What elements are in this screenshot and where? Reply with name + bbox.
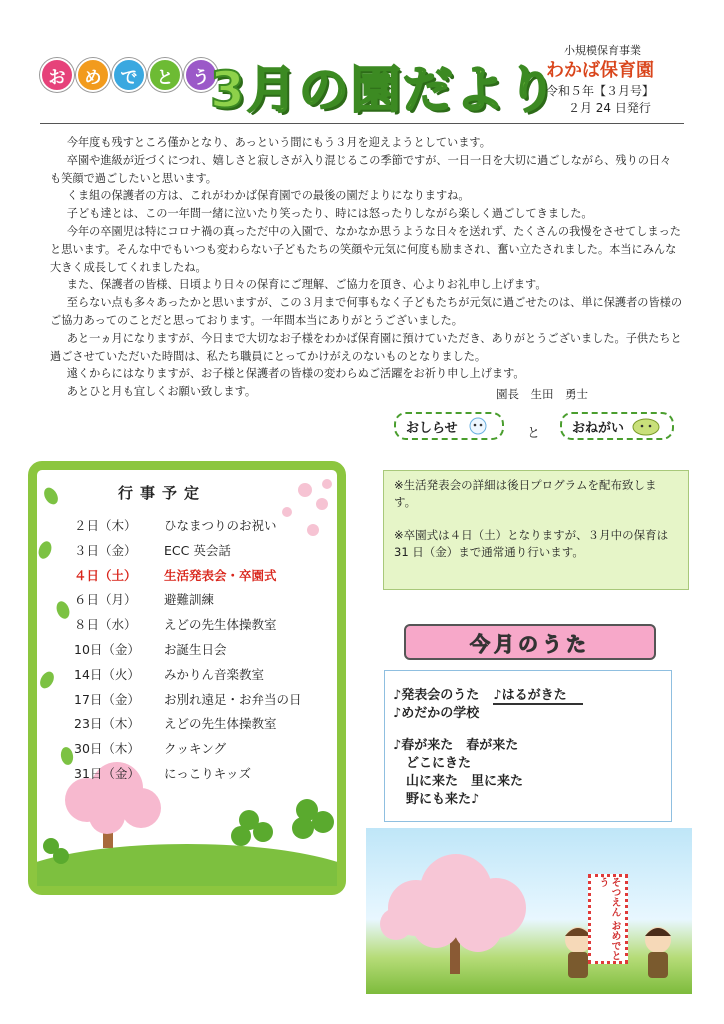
letter-paragraph: 至らない点も多々あったかと思いますが、この３月まで何事もなく子どもたちが元気に過ごせたのは、単に保護者の皆様のご協力あってのことだと思っております。一年間本当にありがとうございました。 (50, 296, 683, 327)
lyric-line: どこにきた (393, 756, 472, 771)
event-name: 避難訓練 (164, 592, 215, 608)
grass-hill (37, 844, 337, 886)
omedetou-badge: お (40, 58, 74, 92)
lyric-line: 野にも来た♪ (393, 792, 480, 807)
event-name: みかりん音楽教室 (164, 666, 265, 682)
letter-paragraph: 遠くからにはなりますが、お子様と保護者の皆様の変わらぬご活躍をお祈り申し上げます。 (66, 367, 525, 381)
issue-number: 令和５年【３月号】 (545, 84, 654, 98)
letter-paragraph: 今年度も残すところ僅かとなり、あっという間にもう３月を迎えようとしています。 (66, 136, 491, 149)
song-box (384, 670, 672, 822)
letter-paragraph: 卒園や進級が近づくにつれ、嬉しさと寂しさが入り混じるこの季節ですが、一日一日を大切に過ごしながら、残りの日々も笑顔で過ごしたいと思います。 (50, 153, 672, 185)
notice-line: ※生活発表会の詳細は後日プログラムを配布致します。 (394, 478, 657, 509)
event-row (74, 590, 334, 612)
omedetou-badge: で (112, 58, 146, 92)
event-name: えどの先生体操教室 (164, 617, 277, 633)
event-date: 17日（金） (74, 691, 140, 707)
event-name: ECC 英会話 (164, 542, 231, 558)
org-info (546, 42, 654, 117)
header-divider (40, 123, 684, 124)
event-row (74, 739, 334, 761)
event-date: ３日（金） (74, 542, 137, 558)
event-name: お誕生日会 (164, 642, 227, 657)
letter-paragraph: 今年の卒園児は特にコロナ禍の真っただ中の入園で、なかなか思うような日々を送れず、たくさんの我慢をさせてしまったと思います。そんな中でもいつも変わらない子どもたちの笑顔や元気に何度も励まされ、奮い立たされました。本当にみんな大きく成長してくれましたね。 (50, 224, 681, 274)
event-row (74, 640, 334, 662)
event-name: 生活発表会・卒園式 (164, 567, 277, 583)
event-date: 23日（木） (74, 716, 140, 732)
lyric-line: 山に来た 里に来た (393, 774, 524, 789)
event-name: ひなまつりのお祝い (164, 518, 277, 533)
event-name: えどの先生体操教室 (164, 716, 277, 732)
event-row (74, 714, 334, 736)
event-row (74, 566, 334, 588)
sakura-tree-illustration (366, 828, 692, 994)
notice-box (383, 470, 689, 590)
event-date: ８日（水） (74, 617, 137, 633)
song-label: ♪発表会のうた (393, 688, 480, 703)
letter-signer: 園長 生田 勇士 (496, 387, 588, 401)
sparkle-icon (464, 416, 492, 436)
event-date: 14日（火） (74, 666, 140, 682)
event-row (74, 516, 334, 538)
org-sub: 小規模保育事業 (563, 44, 641, 57)
event-row (74, 541, 334, 563)
notice-connector: と (527, 426, 541, 441)
graduation-illustration (366, 828, 692, 994)
omedetou-badge: と (148, 58, 182, 92)
song-lyrics (393, 737, 663, 809)
song-title-1: ♪はるがきた (493, 688, 582, 705)
graduation-sign: そつえん おめでとう (588, 874, 628, 964)
event-name: お別れ遠足・お弁当の日 (164, 691, 302, 707)
event-date: ４日（土） (74, 567, 137, 583)
event-name: にっこりキッズ (164, 766, 252, 781)
song-banner: 今月のうた (404, 624, 656, 660)
letter-paragraph: あと一ヵ月になりますが、今日まで大切なお子様をわかば保育園に預けていただき、ありがとうございました。子供たちと過ごさせていただいた時間は、私たち職員にとってかけがえのないものとなりました。 (50, 331, 682, 363)
page-title: 3月の園だより (210, 61, 559, 119)
lyric-line: ♪春が来た 春が来た (393, 738, 519, 753)
event-date: 10日（金） (74, 642, 140, 657)
omedetou-badge: う (184, 58, 218, 92)
letter-paragraph: くま組の保護者の方は、これがわかば保育園での最後の園だよりになりますね。 (66, 189, 470, 203)
event-date: ６日（月） (74, 592, 137, 608)
letter-paragraph: 子ども達とは、この一年間一緒に泣いたり笑ったり、時には怒ったりしながら楽しく過ごしてきました。 (66, 207, 593, 221)
omedetou-badge: め (76, 58, 110, 92)
event-row (74, 690, 334, 712)
issue-date: ２月 24 日発行 (567, 101, 651, 115)
event-date: 31日（金） (74, 766, 140, 781)
org-name: わかば保育園 (545, 60, 654, 81)
greeting-letter (50, 134, 682, 401)
event-name: クッキング (164, 741, 227, 757)
notice-line: ※卒園式は４日（土）となりますが、３月中の保育は 31 日（金）まで通常通り行います。 (394, 528, 669, 559)
onegai-label (560, 412, 674, 440)
song-title-2: ♪めだかの学校 (393, 706, 480, 721)
leaf-icon (37, 485, 74, 766)
oshirase-label (394, 412, 504, 440)
letter-paragraph: また、保護者の皆様、日頃より日々の保育にご理解、ご協力を頂き、心よりお礼申し上げます。 (66, 278, 547, 292)
event-date: 30日（木） (74, 741, 140, 757)
onegai-text: おねがい (572, 420, 625, 436)
omedetou-badges (40, 58, 218, 92)
events-title: 行事予定 (118, 484, 207, 502)
oshirase-text: おしらせ (406, 420, 458, 436)
event-date: ２日（木） (74, 518, 137, 533)
event-row (74, 665, 334, 687)
event-row (74, 615, 334, 637)
bean-character-icon (630, 416, 662, 436)
event-row (74, 764, 334, 786)
letter-paragraph: あとひと月も宜しくお願い致します。 (66, 385, 257, 399)
